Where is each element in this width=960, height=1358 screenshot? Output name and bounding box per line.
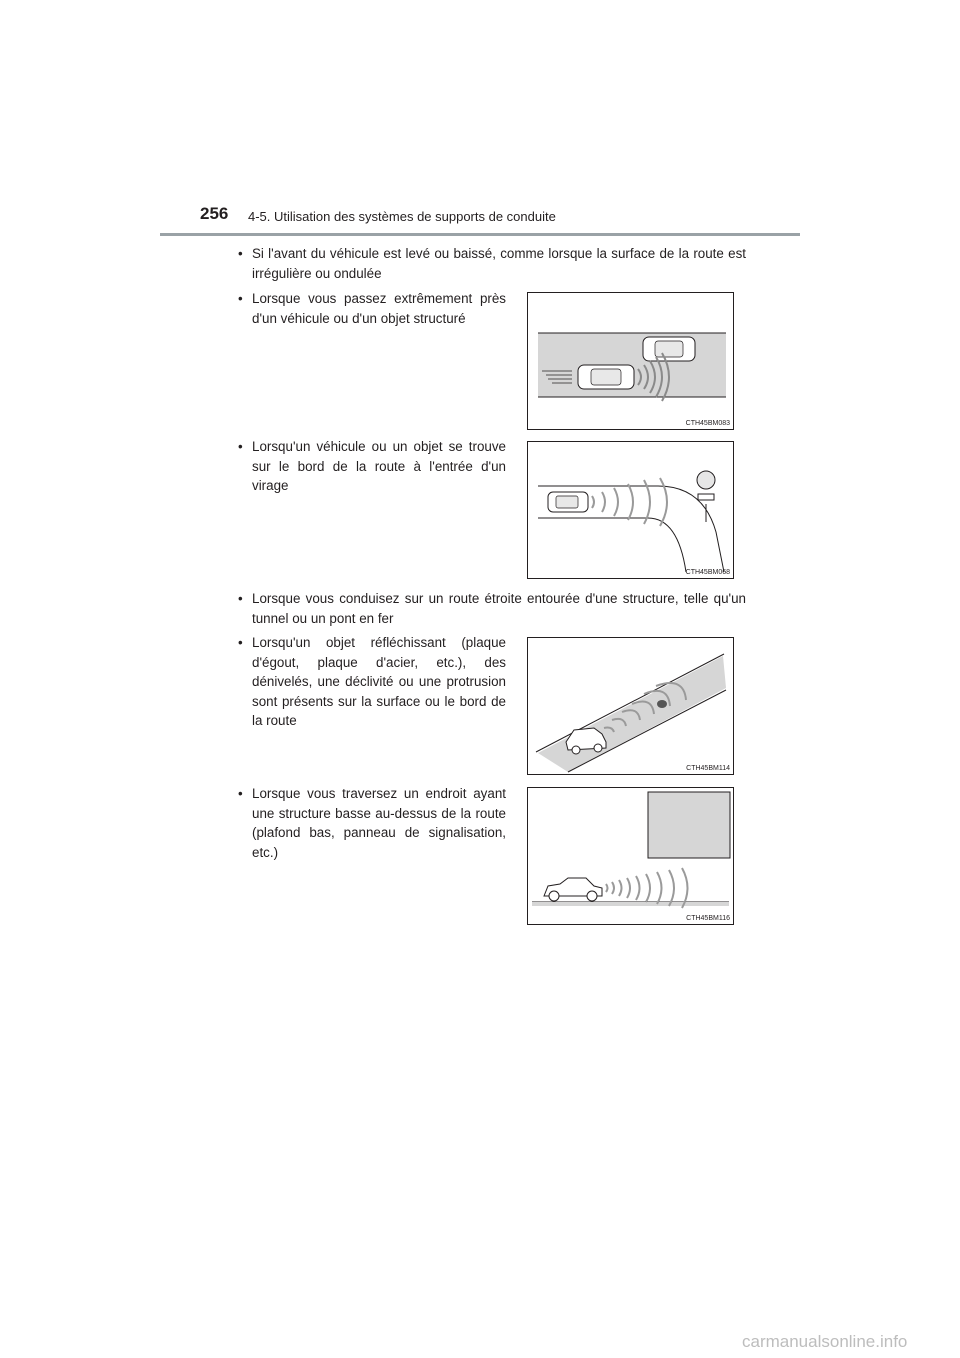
bullet: • [238,591,243,606]
list-item [238,633,506,731]
figure-code: CTH45BM083 [685,420,730,427]
item-text: Lorsqu'un objet réfléchissant (plaque d'égout, plaque d'acier, etc.), des dénivelés, une déclivité ou une protrusion sont présents sur la surface ou le bord de la route [252,635,506,728]
item-text: Lorsque vous conduisez sur un route étroite entourée d'une structure, telle qu'un tunnel ou un pont en fer [252,591,746,626]
list-item [238,437,506,496]
list-item [238,589,746,628]
figure-curve-entry [527,441,734,579]
bullet: • [238,291,243,306]
figure-low-structure [527,787,734,925]
list-item [238,289,506,328]
item-text: Lorsqu'un véhicule ou un objet se trouve sur le bord de la route à l'entrée d'un virage [252,439,506,493]
bullet: • [238,786,243,801]
header-divider [160,233,800,236]
watermark: carmanualsonline.info [742,1332,908,1351]
list-item [238,784,506,862]
page-number: 256 [200,204,229,223]
section-title: 4-5. Utilisation des systèmes de supports de conduite [248,209,556,224]
list-item [238,244,746,283]
figure-code: CTH45BM116 [686,915,730,922]
figure-code: CTH45BM068 [685,569,730,576]
figure-reflective-object [527,637,734,775]
bullet: • [238,246,243,261]
item-text: Si l'avant du véhicule est levé ou baissé, comme lorsque la surface de la route est irrégulière ou ondulée [252,246,746,281]
figure-code: CTH45BM114 [686,765,730,772]
bullet: • [238,635,243,650]
item-text: Lorsque vous traversez un endroit ayant une structure basse au-dessus de la route (plafond bas, panneau de signalisation, etc.) [252,786,506,860]
figure-passing-vehicle [527,292,734,430]
bullet: • [238,439,243,454]
item-text: Lorsque vous passez extrêmement près d'un véhicule ou d'un objet structuré [252,291,506,326]
